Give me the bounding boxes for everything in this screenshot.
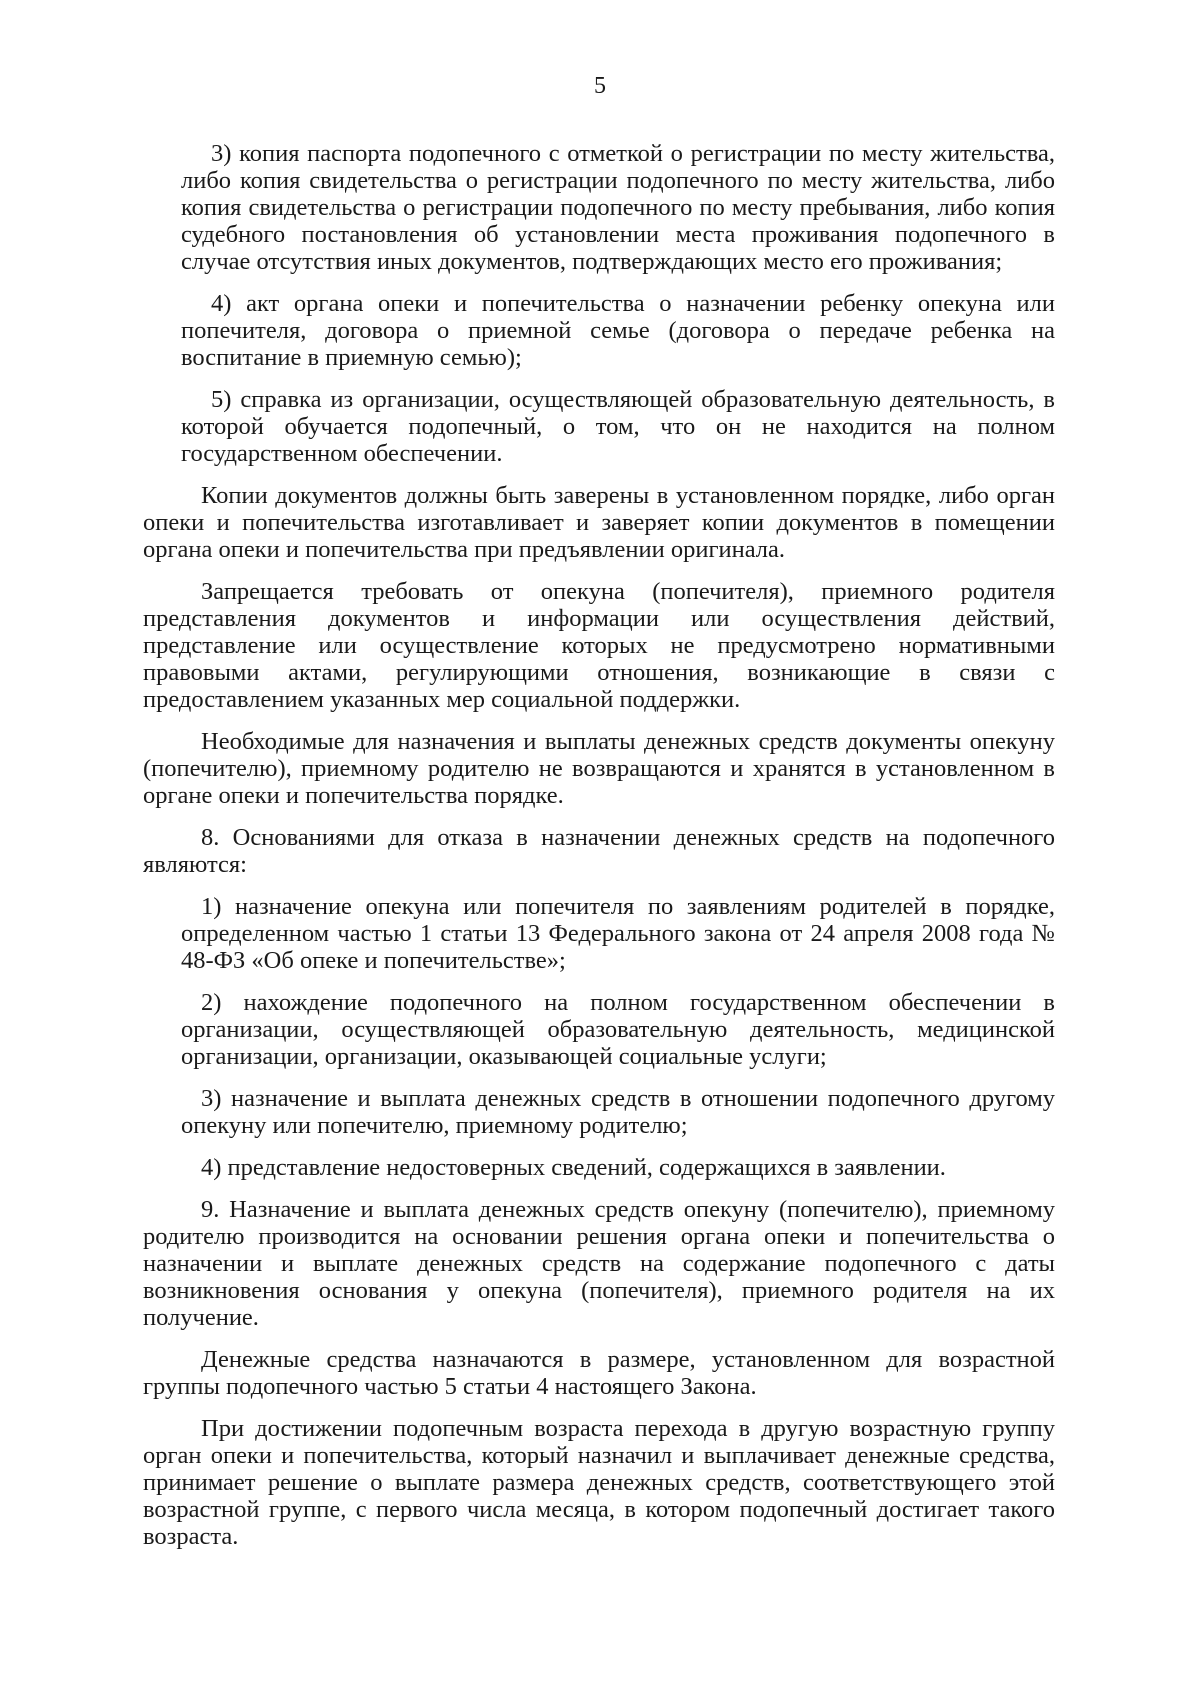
list-item-3-other-guardian: 3) назначение и выплата денежных средств в отношении подопечного другому опекуну или попечителю, приемному родителю;: [181, 1085, 1055, 1139]
paragraph-section-8-refusal-grounds: 8. Основаниями для отказа в назначении денежных средств на подопечного являются:: [143, 824, 1055, 878]
paragraph-documents-storage: Необходимые для назначения и выплаты денежных средств документы опекуну (попечителю), приемному родителю не возвращаются и хранятся в установленном в органе опеки и попечительства порядке.: [143, 728, 1055, 809]
paragraph-payment-amount: Денежные средства назначаются в размере, установленном для возрастной группы подопечного частью 5 статьи 4 настоящего Закона.: [143, 1346, 1055, 1400]
list-item-1-parent-appointment: 1) назначение опекуна или попечителя по заявлениям родителей в порядке, определенном частью 1 статьи 13 Федерального закона от 24 апреля 2008 года № 48-ФЗ «Об опеке и попечительстве»;: [181, 893, 1055, 974]
list-item-2-state-provision: 2) нахождение подопечного на полном государственном обеспечении в организации, осуществляющей образовательную деятельность, медицинской организации, организации, оказывающей социальные услуги;: [181, 989, 1055, 1070]
list-item-4-guardianship-act: 4) акт органа опеки и попечительства о назначении ребенку опекуна или попечителя, договора о приемной семье (договора о передаче ребенка на воспитание в приемную семью);: [181, 290, 1055, 371]
list-item-4-false-information: 4) представление недостоверных сведений, содержащихся в заявлении.: [201, 1154, 946, 1181]
list-item-3-passport-copy: 3) копия паспорта подопечного с отметкой о регистрации по месту жительства, либо копия свидетельства о регистрации подопечного по месту жительства, либо копия свидетельства о регистрации подопечного по месту пребывания, либо копия судебного постановления об установлении места проживания подопечного в случае отсутствия иных документов, подтверждающих место его проживания;: [181, 140, 1055, 275]
page-number: 5: [594, 73, 606, 99]
paragraph-prohibition: Запрещается требовать от опекуна (попечителя), приемного родителя представления документов и информации или осуществления действий, представление или осуществление которых не предусмотрено нормативными правовыми актами, регулирующими отношения, возникающие в связи с предоставлением указанных мер социальной поддержки.: [143, 578, 1055, 713]
paragraph-section-9-payment: 9. Назначение и выплата денежных средств опекуну (попечителю), приемному родителю производится на основании решения органа опеки и попечительства о назначении и выплате денежных средств на содержание подопечного с даты возникновения основания у опекуна (попечителя), приемного родителя на их получение.: [143, 1196, 1055, 1331]
paragraph-age-group-transition: При достижении подопечным возраста перехода в другую возрастную группу орган опеки и попечительства, который назначил и выплачивает денежные средства, принимает решение о выплате размера денежных средств, соответствующего этой возрастной группе, с первого числа месяца, в котором подопечный достигает такого возраста.: [143, 1415, 1055, 1550]
paragraph-document-copies: Копии документов должны быть заверены в установленном порядке, либо орган опеки и попечительства изготавливает и заверяет копии документов в помещении органа опеки и попечительства при предъявлении оригинала.: [143, 482, 1055, 563]
list-item-5-education-certificate: 5) справка из организации, осуществляющей образовательную деятельность, в которой обучается подопечный, о том, что он не находится на полном государственном обеспечении.: [181, 386, 1055, 467]
document-body: [143, 140, 1055, 1565]
